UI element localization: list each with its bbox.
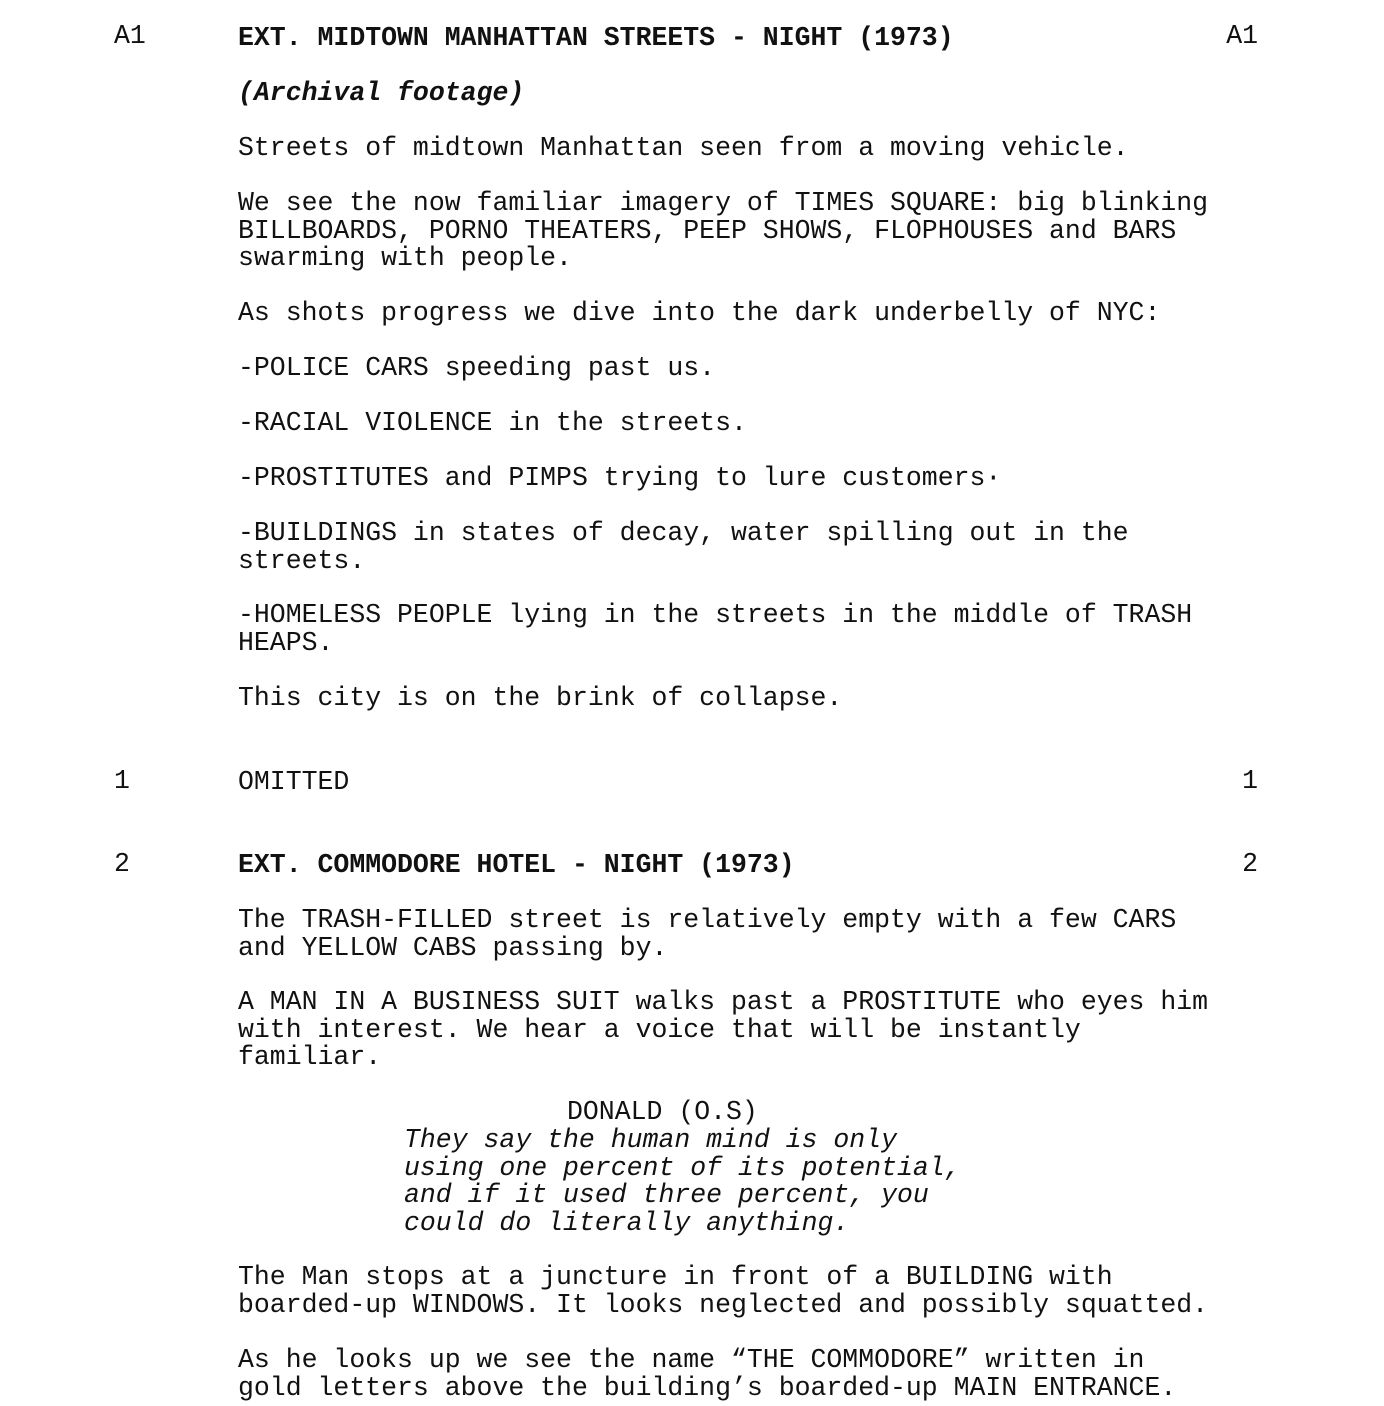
scene-number-right: 2 bbox=[1242, 849, 1258, 879]
action-line: -HOMELESS PEOPLE lying in the streets in the middle of TRASH bbox=[238, 600, 1193, 630]
action-line: streets. bbox=[238, 545, 366, 576]
action-line: with interest. We hear a voice that will be instantly bbox=[238, 1014, 1081, 1045]
action-line: and YELLOW CABS passing by. bbox=[238, 932, 668, 963]
action-paragraph bbox=[238, 907, 1238, 962]
character-name: DONALD (O.S) bbox=[567, 1097, 758, 1127]
scene-heading: EXT. MIDTOWN MANHATTAN STREETS - NIGHT (1973) bbox=[238, 23, 954, 53]
action-line: As shots progress we dive into the dark underbelly of NYC: bbox=[238, 298, 1161, 328]
scene-number-left: A1 bbox=[114, 21, 146, 51]
action-line: gold letters above the building’s boarded-up MAIN ENTRANCE. bbox=[238, 1372, 1177, 1403]
action-line: Streets of midtown Manhattan seen from a moving vehicle. bbox=[238, 133, 1129, 163]
dialogue-line: could do literally anything. bbox=[404, 1207, 850, 1238]
action-paragraph bbox=[238, 989, 1238, 1072]
dialogue-line: using one percent of its potential, bbox=[404, 1152, 961, 1183]
action-line: BILLBOARDS, PORNO THEATERS, PEEP SHOWS, FLOPHOUSES and BARS bbox=[238, 215, 1177, 246]
action-line: HEAPS. bbox=[238, 627, 334, 658]
action-line: -POLICE CARS speeding past us. bbox=[238, 353, 716, 383]
action-line: The TRASH-FILLED street is relatively empty with a few CARS bbox=[238, 905, 1177, 935]
action-line: A MAN IN A BUSINESS SUIT walks past a PROSTITUTE who eyes him bbox=[238, 987, 1209, 1017]
action-paragraph bbox=[238, 135, 1238, 163]
action-line: As he looks up we see the name “THE COMMODORE” written in bbox=[238, 1345, 1145, 1375]
action-paragraph bbox=[238, 410, 1238, 438]
action-paragraph bbox=[238, 685, 1238, 713]
action-paragraph bbox=[238, 190, 1238, 273]
dialogue-line: They say the human mind is only bbox=[404, 1125, 897, 1155]
action-line: -PROSTITUTES and PIMPS trying to lure customers· bbox=[238, 463, 1002, 493]
action-paragraph bbox=[238, 465, 1238, 493]
action-line: -RACIAL VIOLENCE in the streets. bbox=[238, 408, 747, 438]
action-line: The Man stops at a juncture in front of a BUILDING with bbox=[238, 1262, 1113, 1292]
action-line: boarded-up WINDOWS. It looks neglected and possibly squatted. bbox=[238, 1289, 1209, 1320]
action-paragraph bbox=[238, 355, 1238, 383]
action-paragraph bbox=[238, 1264, 1238, 1319]
scene-number-left: 1 bbox=[114, 766, 130, 796]
scene-number-right: 1 bbox=[1242, 766, 1258, 796]
action-line: We see the now familiar imagery of TIMES SQUARE: big blinking bbox=[238, 188, 1209, 218]
scene-number-left: 2 bbox=[114, 849, 130, 879]
action-line: familiar. bbox=[238, 1042, 382, 1072]
scene-note: (Archival footage) bbox=[238, 78, 525, 108]
omitted-label: OMITTED bbox=[238, 767, 350, 797]
action-paragraph bbox=[238, 1347, 1238, 1402]
action-line: swarming with people. bbox=[238, 243, 572, 273]
dialogue-line: and if it used three percent, you bbox=[404, 1180, 929, 1210]
scene-heading: EXT. COMMODORE HOTEL - NIGHT (1973) bbox=[238, 850, 795, 880]
action-line: This city is on the brink of collapse. bbox=[238, 683, 843, 713]
action-paragraph bbox=[238, 602, 1238, 657]
action-paragraph bbox=[238, 300, 1238, 328]
dialogue-block bbox=[404, 1127, 961, 1237]
action-paragraph bbox=[238, 520, 1238, 575]
scene-number-right: A1 bbox=[1226, 21, 1258, 51]
action-line: -BUILDINGS in states of decay, water spilling out in the bbox=[238, 518, 1129, 548]
